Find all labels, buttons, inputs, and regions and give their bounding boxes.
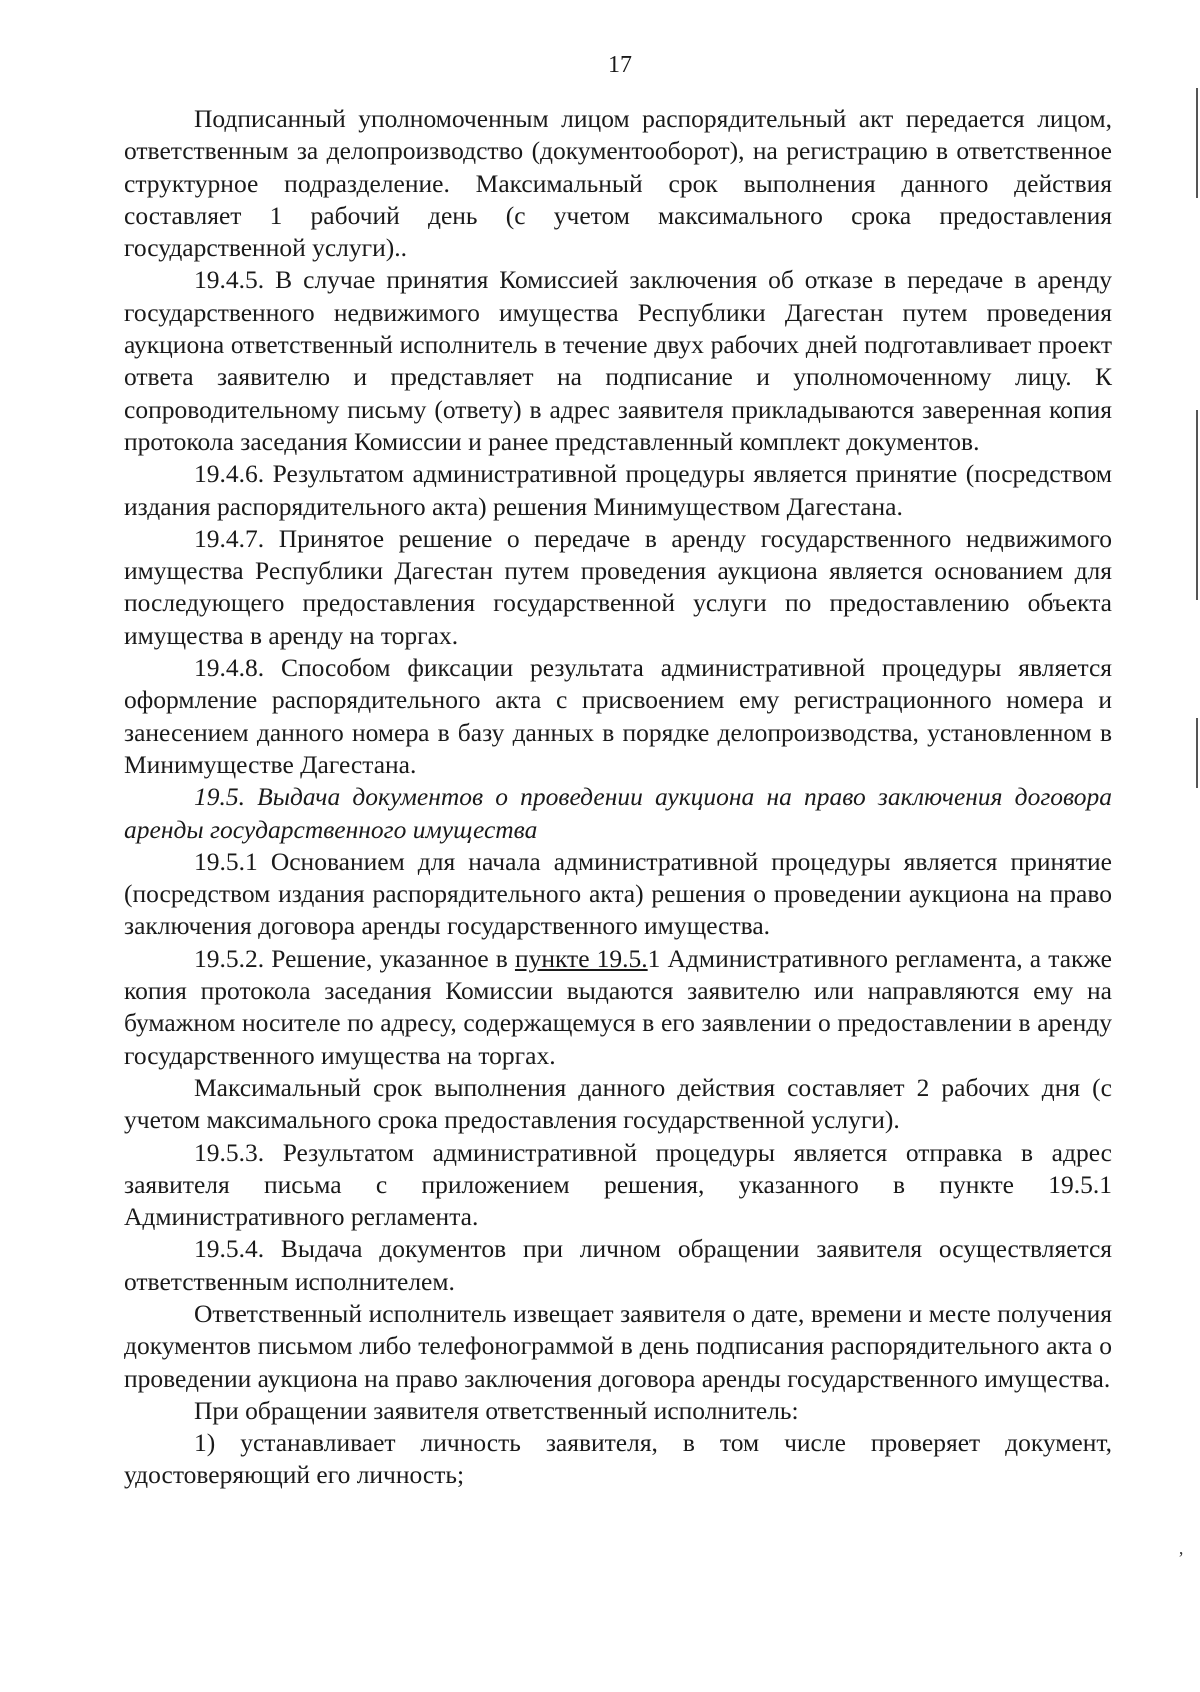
paragraph-notification: Ответственный исполнитель извещает заявителя о дате, времени и месте получения документов письмом либо телефонограммой в день подписания распорядительного акта о проведении аукциона на право заключения договора аренды государственного имущества. xyxy=(124,1298,1112,1393)
paragraph-19-4-7: 19.4.7. Принятое решение о передаче в аренду государственного недвижимого имущества Республики Дагестан путем проведения аукциона является основанием для последующего предоставления государственной услуги по предоставлению объекта имущества в аренду на торгах. xyxy=(124,523,1112,650)
paragraph-19-5-2 xyxy=(124,943,1112,1072)
paragraph-19-5-2-start: 19.5.2. Решение, указанное в xyxy=(194,943,515,973)
scan-edge-mark xyxy=(1196,410,1198,600)
paragraph-19-4-5: 19.4.5. В случае принятия Комиссией заключения об отказе в передаче в аренду государственного недвижимого имущества Республики Дагестан путем проведения аукциона ответственный исполнитель в течение двух рабочих дней подготавливает проект ответа заявителю и представляет на подписание и уполномоченному лицу. К сопроводительному письму (ответу) в адрес заявителя прикладываются заверенная копия протокола заседания Комиссии и ранее представленный комплект документов. xyxy=(124,265,1112,456)
paragraph-on-request: При обращении заявителя ответственный исполнитель: xyxy=(194,1395,799,1425)
page-number: 17 xyxy=(608,52,632,78)
paragraph-max-term: Максимальный срок выполнения данного действия составляет 2 рабочих дня (с учетом максимального срока предоставления государственной услуги). xyxy=(124,1072,1112,1135)
scan-edge-mark xyxy=(1196,718,1198,788)
paragraph-19-4-6: 19.4.6. Результатом административной процедуры является принятие (посредством издания распорядительного акта) решения Минимуществом Дагестана. xyxy=(124,459,1112,521)
paragraph-act-transfer: Подписанный уполномоченным лицом распорядительный акт передается лицом, ответственным за делопроизводство (документооборот), на регистрацию в ответственное структурное подразделение. Максимальный срок выполнения данного действия составляет 1 рабочий день (с учетом максимального срока предоставления государственной услуги).. xyxy=(124,104,1112,263)
paragraph-19-5-2-end: 1 Административного регламента, а также копия протокола заседания Комиссии выдаются заявителю или направляются ему на бумажном носителе по адресу, содержащемуся в его заявлении о предоставлении в аренду государственного имущества на торгах. xyxy=(124,943,1113,1070)
scan-tick-mark: ’ xyxy=(1178,1548,1184,1568)
paragraph-19-5-4: 19.5.4. Выдача документов при личном обращении заявителя осуществляется ответственным исполнителем. xyxy=(124,1234,1112,1296)
scan-edge-mark xyxy=(1196,88,1198,198)
document-body xyxy=(124,103,1112,1492)
paragraph-19-5-3: 19.5.3. Результатом административной процедуры является отправка в адрес заявителя письма с приложением решения, указанного в пункте 19.5.1 Административного регламента. xyxy=(124,1137,1112,1232)
clause-link-19-5-1[interactable]: пункте 19.5. xyxy=(514,943,648,973)
paragraph-19-5-1: 19.5.1 Основанием для начала административной процедуры является принятие (посредством издания распорядительного акта) решения о проведении аукциона на право заключения договора аренды государственного имущества. xyxy=(124,846,1112,941)
section-heading-19-5: 19.5. Выдача документов о проведении аукциона на право заключения договора аренды государственного имущества xyxy=(124,782,1112,844)
paragraph-item-1: 1) устанавливает личность заявителя, в том числе проверяет документ, удостоверяющий его личность; xyxy=(124,1428,1112,1490)
paragraph-19-4-8: 19.4.8. Способом фиксации результата административной процедуры является оформление распорядительного акта с присвоением ему регистрационного номера и занесением данного номера в базу данных в порядке делопроизводства, установленном в Минимуществе Дагестана. xyxy=(124,653,1112,779)
